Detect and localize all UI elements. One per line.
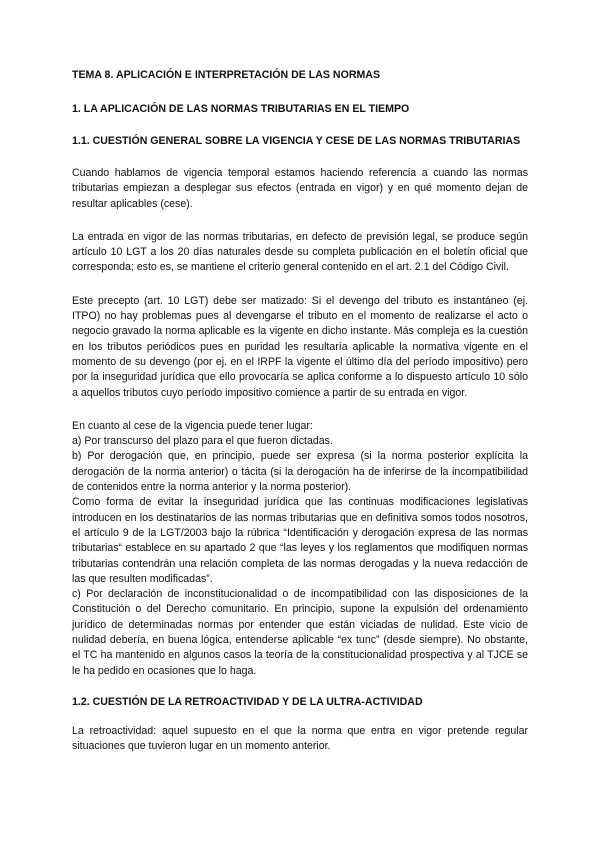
list-item-c: c) Por declaración de inconstitucionalidad o de incompatibilidad con las disposiciones de la Constitución o del Derecho comunitario. En principio, supone la expulsión del ordenamiento jurídico de determinadas normas por entender que están viciadas de nulidad. Este vicio de nulidad debería, en buena lógica, entenderse aplicable “ex tunc” (desde siempre). No obstante, el TC ha mantenido en algunos casos la teoría de la constitucionalidad prospectiva y al TJCE se le ha pedido en ocasiones que lo haga. xyxy=(72,588,528,677)
list-item-b: b) Por derogación que, en principio, puede ser expresa (si la norma posterior explícita la derogación de la norma anterior) o tácita (si la derogación ha de inferirse de la incompatibilidad de contenidos entre la norma anterior y la norma posterior). xyxy=(72,450,528,494)
document-page xyxy=(72,68,528,755)
paragraph-vigencia-temporal: Cuando hablamos de vigencia temporal estamos haciendo referencia a cuando las normas tributarias empiezan a desplegar sus efectos (entrada en vigor) y en qué momento dejan de resultar aplicables (cese). xyxy=(72,167,528,210)
document-title: TEMA 8. APLICACIÓN E INTERPRETACIÓN DE LAS NORMAS xyxy=(72,69,381,81)
section-heading-1-1: 1.1. CUESTIÓN GENERAL SOBRE LA VIGENCIA Y CESE DE LAS NORMAS TRIBUTARIAS xyxy=(72,135,521,147)
paragraph-retroactividad: La retroactividad: aquel supuesto en el que la norma que entra en vigor pretende regular situaciones que tuvieron lugar en un momento anterior. xyxy=(72,724,528,753)
list-item-a: a) Por transcurso del plazo para el que fueron dictadas. xyxy=(72,435,333,448)
paragraph-precepto-art-10: Este precepto (art. 10 LGT) debe ser matizado: Si el devengo del tributo es instantáneo (ej. ITPO) no hay problemas pues al devengarse el tributo en el momento de realizarse el acto o negocio gravado la norma aplicable es la vigente en dicho instante. Más compleja es la cuestión en los tributos periódicos pues en puridad les resultaría aplicable la normativa vigente en el momento de su devengo (por ej. en el IRPF la vigente el último día del período impositivo) pero por la inseguridad jurídica que ello provocaría se aplica conforme a lo dispuesto artículo 10 sólo a aquellos tributos cuyo período impositivo comience a partir de su entrada en vigor. xyxy=(72,294,528,399)
paragraph-cese-intro: En cuanto al cese de la vigencia puede tener lugar: xyxy=(72,419,313,432)
paragraph-derogacion-expresa: Como forma de evitar la inseguridad jurídica que las continuas modificaciones legislativas introducen en los destinatarios de las normas tributarias que en definitiva somos todos nosotros, el artículo 9 de la LGT/2003 bajo la rúbrica “Identificación y derogación expresa de las normas tributarias“ establece en su apartado 2 que “las leyes y los reglamentos que modifiquen normas tributarias contendrán una relación completa de las normas derogadas y la nueva redacción de las que resulten modificadas”. xyxy=(72,496,528,585)
section-heading-1: 1. LA APLICACIÓN DE LAS NORMAS TRIBUTARIAS EN EL TIEMPO xyxy=(72,103,410,115)
section-heading-1-2: 1.2. CUESTIÓN DE LA RETROACTIVIDAD Y DE LA ULTRA-ACTIVIDAD xyxy=(72,695,423,708)
paragraph-entrada-en-vigor: La entrada en vigor de las normas tributarias, en defecto de previsión legal, se produce según artículo 10 LGT a los 20 días naturales desde su completa publicación en el boletín oficial que corresponda; esto es, se mantiene el criterio general contenido en el art. 2.1 del Código Civil. xyxy=(72,230,528,274)
